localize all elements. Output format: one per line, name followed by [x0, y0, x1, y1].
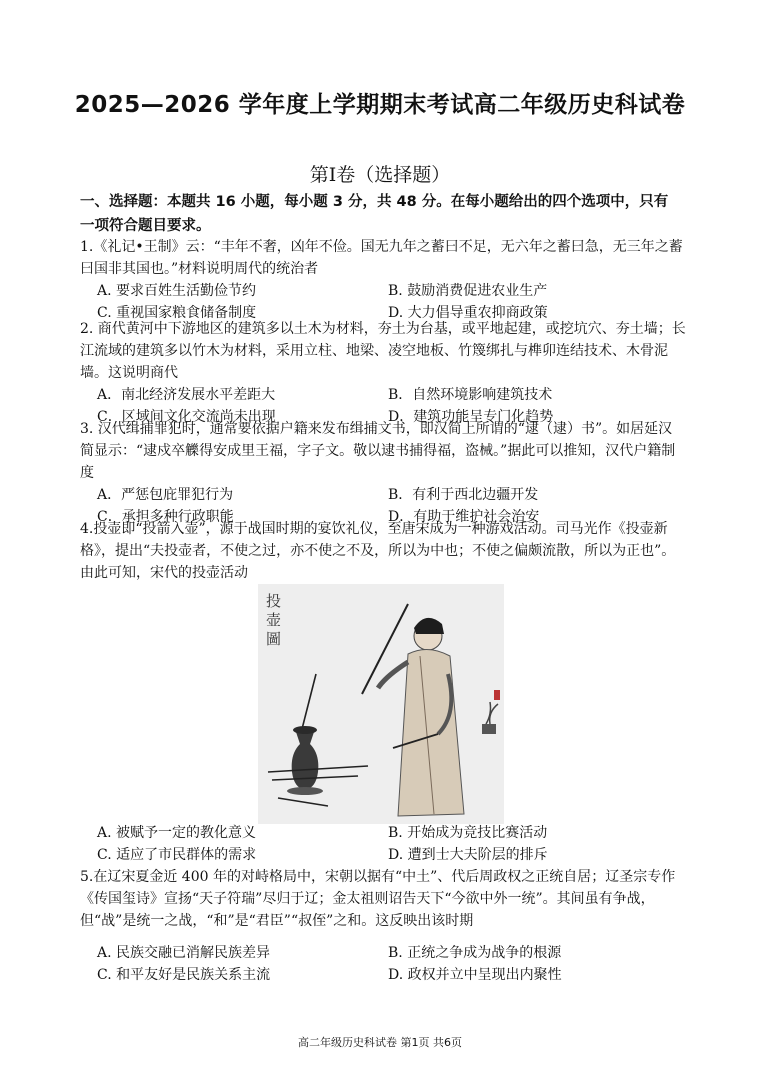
- question-3-option-a: A．严惩包庇罪犯行为: [97, 487, 234, 503]
- figure-caption-char: 圖: [266, 630, 282, 648]
- question-1-option-a: A. 要求百姓生活勤俭节约: [97, 283, 257, 299]
- section-instructions: 一、选择题：本题共 16 小题，每小题 3 分，共 48 分。在每小题给出的四个选项中，只有一项符合题目要求。: [80, 194, 669, 234]
- question-4-option-b: B. 开始成为竞技比赛活动: [388, 825, 548, 841]
- question-5-option-d: D. 政权并立中呈现出内聚性: [388, 967, 562, 983]
- page-footer: 高二年级历史科试卷 第1页 共6页: [298, 1036, 462, 1049]
- question-1-option-b: B. 鼓励消费促进农业生产: [388, 283, 548, 299]
- question-4-option-c: C. 适应了市民群体的需求: [97, 847, 257, 863]
- question-3-stem: 3. 汉代缉捕罪犯时，通常要依据户籍来发布缉捕文书，即汉简上所谓的“逮（逮）书”。如居延汉简显示：“逮戍卒觻得安成里王福，字子文。敬以逮书捕得福，盗械。”据此可以推知，汉代户籍制度: [80, 421, 676, 481]
- question-2-stem: 2. 商代黄河中下游地区的建筑多以土木为材料，夯土为台基，或平地起建，或挖坑穴、夯土墙；长江流域的建筑多以竹木为材料，采用立柱、地梁、凌空地板、竹篾绑扎与榫卯连结技术、木骨泥墙。这说明商代: [80, 321, 686, 381]
- question-1-option-c: C. 重视国家粮食储备制度: [97, 305, 257, 321]
- question-4-option-a: A. 被赋予一定的教化意义: [97, 825, 257, 841]
- question-3-option-c: C．承担多种行政职能: [97, 509, 234, 525]
- figure-caption-char: 投: [266, 592, 282, 610]
- question-1-stem: 1.《礼记•王制》云：“丰年不奢，凶年不俭。国无九年之蓄曰不足，无六年之蓄曰急，无三年之蓄曰国非其国也。”材料说明周代的统治者: [80, 239, 683, 277]
- question-5-option-a: A. 民族交融已消解民族差异: [97, 945, 271, 961]
- question-2-option-d: D．建筑功能呈专门化趋势: [388, 409, 554, 425]
- question-4-stem: 4.投壶即“投箭入壶”，源于战国时期的宴饮礼仪，至唐宋成为一种游戏活动。司马光作《投壶新格》，提出“夫投壶者，不使之过，亦不使之不及，所以为中也；不使之偏颇流散，所以为正也”。由此可知，宋代的投壶活动: [80, 521, 676, 581]
- touhu-illustration: [258, 584, 504, 824]
- question-3-option-d: D．有助于维护社会治安: [388, 509, 540, 525]
- paper-subtitle: 第Ⅰ卷（选择题）: [309, 164, 451, 186]
- figure-caption-char: 壶: [266, 611, 282, 629]
- question-5-option-b: B. 正统之争成为战争的根源: [388, 945, 562, 961]
- question-5-stem: 5.在辽宋夏金近 400 年的对峙格局中，宋朝以据有“中土”、代后周政权之正统自居；辽圣宗专作《传国玺诗》宣扬“天子符瑞”尽归于辽；金太祖则诏告天下“今欲中外一统”。其间虽有争战，但“战”是统一之战，“和”是“君臣”“叔侄”之和。这反映出该时期: [80, 869, 676, 929]
- question-1-option-d: D. 大力倡导重农抑商政策: [388, 305, 548, 321]
- question-4-option-d: D. 遭到士大夫阶层的排斥: [388, 847, 548, 863]
- question-2-option-a: A．南北经济发展水平差距大: [97, 387, 276, 403]
- exam-title: 2025—2026 学年度上学期期末考试高二年级历史科试卷: [74, 92, 686, 118]
- question-2-option-c: C．区域间文化交流尚未出现: [97, 409, 276, 425]
- question-3-option-b: B．有利于西北边疆开发: [388, 487, 539, 503]
- question-5-option-c: C. 和平友好是民族关系主流: [97, 967, 271, 983]
- question-2-option-b: B．自然环境影响建筑技术: [388, 387, 553, 403]
